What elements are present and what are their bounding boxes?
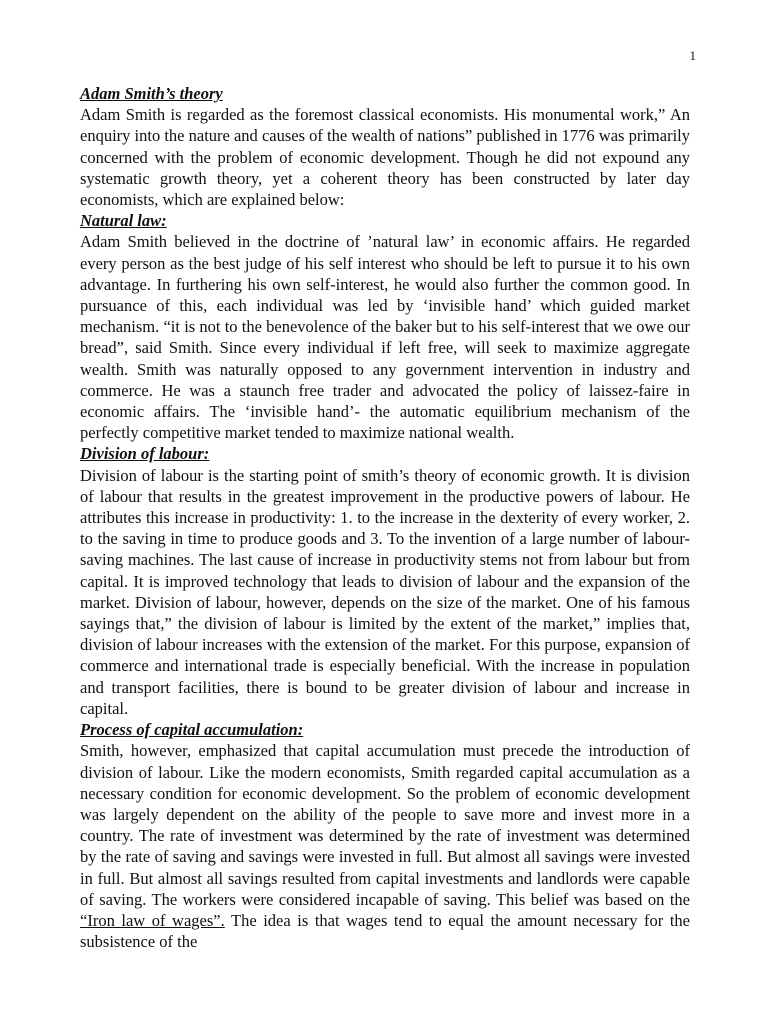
section-body-division-of-labour: Division of labour is the starting point of smith’s theory of economic growth. It is division of labour that results in the greatest improvement in the productive powers of labour. He attributes this increase in productivity: 1. to the increase in the dexterity of every worker, 2. to the saving in time to produce goods and 3. To the invention of a large number of labour-saving machines. The last cause of increase in productivity stems not from labour but from capital. It is improved technology that leads to division of labour and the expansion of the market. Division of labour, however, depends on the size of the market. One of his famous sayings that,” the division of labour is limited by the extent of the market,” implies that, division of labour increases with the extension of the market. For this purpose, expansion of commerce and international trade is especially beneficial. With the increase in population and transport facilities, there is bound to be greater division of labour and increase in capital. xyxy=(80,465,690,718)
capital-accumulation-text: Smith, however, emphasized that capital accumulation must precede the introduction of division of labour. Like the modern economists, Smith regarded capital accumulation as a necessary condition for economic development. So the problem of economic development was largely dependent on the ability of the people to save more and invest more in a country. The rate of investment was determined by the rate of investment was determined by the rate of saving and savings were invested in full. But almost all savings were invested in full. But almost all savings resulted from capital investments and landlords were capable of saving. The workers were considered incapable of saving. This belief was based on the xyxy=(80,741,690,909)
section-heading-capital-accumulation: Process of capital accumulation: xyxy=(80,720,304,740)
section-heading-natural-law: Natural law: xyxy=(80,211,167,231)
section-heading-division-of-labour: Division of labour: xyxy=(80,444,210,464)
iron-law-of-wages-term: “Iron law of wages”. xyxy=(80,910,225,930)
section-heading-adam-smiths-theory: Adam Smith’s theory xyxy=(80,84,223,103)
page-number: 1 xyxy=(689,48,696,63)
section-body-adam-smiths-theory: Adam Smith is regarded as the foremost classical economists. His monumental work,” An enquiry into the nature and causes of the wealth of nations” published in 1776 was primarily concerned with the problem of economic development. Though he did not expound any systematic growth theory, yet a coherent theory has been constructed by later day economists, which are explained below: xyxy=(80,105,690,210)
section-body-capital-accumulation xyxy=(80,740,690,952)
document-body xyxy=(80,83,690,952)
section-body-natural-law: Adam Smith believed in the doctrine of ’natural law’ in economic affairs. He regarded every person as the best judge of his self interest who should be left to pursue it to his own advantage. In furthering his own self-interest, he would also further the common good. In pursuance of this, each individual was led by ‘invisible hand’ which guided market mechanism. “it is not to the benevolence of the baker but to his self-interest that we owe our bread”, said Smith. Since every individual if left free, will seek to maximize aggregate wealth. Smith was naturally opposed to any government intervention in industry and commerce. He was a staunch free trader and advocated the policy of laissez-faire in economic affairs. The ‘invisible hand’- the automatic equilibrium mechanism of the perfectly competitive market tended to maximize national wealth. xyxy=(80,232,690,443)
capital-accumulation-text-continued: The idea is that wages tend to equal the amount necessary for the subsistence of the xyxy=(80,910,690,952)
